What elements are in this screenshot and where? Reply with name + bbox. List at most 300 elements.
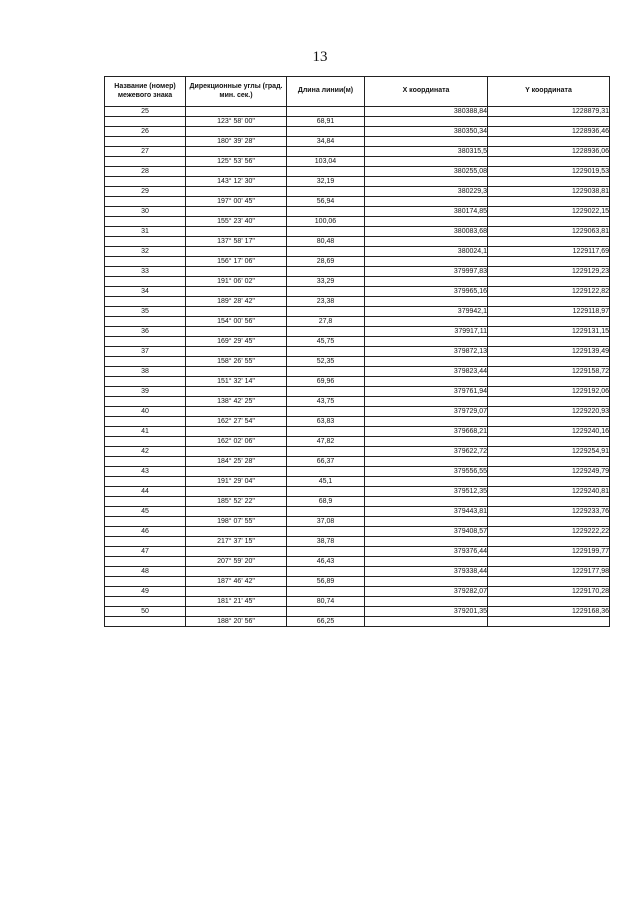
segment-row bbox=[105, 497, 610, 507]
empty-cell bbox=[488, 137, 610, 147]
direction-angle: 181° 21' 45" bbox=[186, 597, 287, 607]
empty-cell bbox=[488, 157, 610, 167]
empty-cell bbox=[186, 207, 287, 217]
empty-cell bbox=[488, 117, 610, 127]
direction-angle: 189° 28' 42" bbox=[186, 297, 287, 307]
point-name: 27 bbox=[105, 147, 186, 157]
line-length: 46,43 bbox=[287, 557, 365, 567]
header-x: Х координата bbox=[365, 77, 488, 107]
segment-row bbox=[105, 397, 610, 407]
point-name: 39 bbox=[105, 387, 186, 397]
empty-cell bbox=[488, 217, 610, 227]
empty-cell bbox=[365, 117, 488, 127]
y-coordinate: 1229240,81 bbox=[488, 487, 610, 497]
point-name: 29 bbox=[105, 187, 186, 197]
x-coordinate: 379338,44 bbox=[365, 567, 488, 577]
empty-cell bbox=[186, 447, 287, 457]
direction-angle: 169° 29' 45" bbox=[186, 337, 287, 347]
empty-cell bbox=[186, 127, 287, 137]
x-coordinate: 379965,16 bbox=[365, 287, 488, 297]
empty-cell bbox=[186, 347, 287, 357]
segment-row bbox=[105, 217, 610, 227]
x-coordinate: 379997,83 bbox=[365, 267, 488, 277]
empty-cell bbox=[105, 497, 186, 507]
segment-row bbox=[105, 337, 610, 347]
empty-cell bbox=[186, 247, 287, 257]
x-coordinate: 380315,5 bbox=[365, 147, 488, 157]
empty-cell bbox=[488, 297, 610, 307]
point-row bbox=[105, 187, 610, 197]
empty-cell bbox=[105, 297, 186, 307]
x-coordinate: 379729,07 bbox=[365, 407, 488, 417]
point-row bbox=[105, 487, 610, 497]
header-angles: Дирекционные углы (град. мин. сек.) bbox=[186, 77, 287, 107]
empty-cell bbox=[105, 257, 186, 267]
direction-angle: 155° 23' 40" bbox=[186, 217, 287, 227]
x-coordinate: 379512,35 bbox=[365, 487, 488, 497]
header-y: Y координата bbox=[488, 77, 610, 107]
point-row bbox=[105, 467, 610, 477]
direction-angle: 191° 06' 02" bbox=[186, 277, 287, 287]
empty-cell bbox=[287, 467, 365, 477]
empty-cell bbox=[105, 477, 186, 487]
segment-row bbox=[105, 317, 610, 327]
empty-cell bbox=[186, 387, 287, 397]
empty-cell bbox=[287, 247, 365, 257]
empty-cell bbox=[287, 287, 365, 297]
y-coordinate: 1229168,36 bbox=[488, 607, 610, 617]
point-name: 31 bbox=[105, 227, 186, 237]
empty-cell bbox=[186, 567, 287, 577]
empty-cell bbox=[287, 167, 365, 177]
segment-row bbox=[105, 417, 610, 427]
empty-cell bbox=[365, 297, 488, 307]
empty-cell bbox=[186, 607, 287, 617]
empty-cell bbox=[488, 497, 610, 507]
empty-cell bbox=[488, 617, 610, 627]
empty-cell bbox=[488, 197, 610, 207]
empty-cell bbox=[287, 487, 365, 497]
y-coordinate: 1229022,15 bbox=[488, 207, 610, 217]
point-name: 33 bbox=[105, 267, 186, 277]
empty-cell bbox=[105, 417, 186, 427]
empty-cell bbox=[488, 517, 610, 527]
point-name: 40 bbox=[105, 407, 186, 417]
point-name: 48 bbox=[105, 567, 186, 577]
segment-row bbox=[105, 597, 610, 607]
empty-cell bbox=[365, 337, 488, 347]
segment-row bbox=[105, 117, 610, 127]
x-coordinate: 380350,34 bbox=[365, 127, 488, 137]
empty-cell bbox=[105, 457, 186, 467]
line-length: 32,19 bbox=[287, 177, 365, 187]
x-coordinate: 380083,68 bbox=[365, 227, 488, 237]
empty-cell bbox=[365, 397, 488, 407]
empty-cell bbox=[488, 177, 610, 187]
x-coordinate: 379872,13 bbox=[365, 347, 488, 357]
empty-cell bbox=[287, 307, 365, 317]
point-name: 43 bbox=[105, 467, 186, 477]
empty-cell bbox=[287, 267, 365, 277]
point-name: 30 bbox=[105, 207, 186, 217]
point-row bbox=[105, 167, 610, 177]
empty-cell bbox=[488, 437, 610, 447]
point-name: 49 bbox=[105, 587, 186, 597]
point-name: 36 bbox=[105, 327, 186, 337]
point-row bbox=[105, 507, 610, 517]
x-coordinate: 379761,94 bbox=[365, 387, 488, 397]
direction-angle: 207° 59' 20" bbox=[186, 557, 287, 567]
empty-cell bbox=[365, 577, 488, 587]
point-row bbox=[105, 247, 610, 257]
empty-cell bbox=[287, 407, 365, 417]
segment-row bbox=[105, 277, 610, 287]
x-coordinate: 380255,08 bbox=[365, 167, 488, 177]
empty-cell bbox=[365, 197, 488, 207]
x-coordinate: 380229,3 bbox=[365, 187, 488, 197]
empty-cell bbox=[105, 177, 186, 187]
empty-cell bbox=[488, 577, 610, 587]
line-length: 23,38 bbox=[287, 297, 365, 307]
empty-cell bbox=[287, 367, 365, 377]
empty-cell bbox=[365, 377, 488, 387]
point-name: 28 bbox=[105, 167, 186, 177]
y-coordinate: 1228879,31 bbox=[488, 107, 610, 117]
segment-row bbox=[105, 257, 610, 267]
empty-cell bbox=[488, 457, 610, 467]
point-row bbox=[105, 347, 610, 357]
y-coordinate: 1229177,98 bbox=[488, 567, 610, 577]
empty-cell bbox=[287, 187, 365, 197]
y-coordinate: 1229233,76 bbox=[488, 507, 610, 517]
direction-angle: 137° 58' 17" bbox=[186, 237, 287, 247]
empty-cell bbox=[365, 597, 488, 607]
empty-cell bbox=[105, 597, 186, 607]
x-coordinate: 380174,85 bbox=[365, 207, 488, 217]
point-name: 25 bbox=[105, 107, 186, 117]
empty-cell bbox=[287, 567, 365, 577]
empty-cell bbox=[186, 327, 287, 337]
header-name: Название (номер) межевого знака bbox=[105, 77, 186, 107]
x-coordinate: 379282,07 bbox=[365, 587, 488, 597]
point-row bbox=[105, 387, 610, 397]
empty-cell bbox=[287, 327, 365, 337]
boundary-coordinates-table bbox=[104, 76, 610, 627]
table-body bbox=[105, 107, 610, 627]
empty-cell bbox=[186, 427, 287, 437]
direction-angle: 191° 29' 04" bbox=[186, 477, 287, 487]
line-length: 52,35 bbox=[287, 357, 365, 367]
empty-cell bbox=[105, 277, 186, 287]
point-name: 45 bbox=[105, 507, 186, 517]
line-length: 43,75 bbox=[287, 397, 365, 407]
direction-angle: 143° 12' 30" bbox=[186, 177, 287, 187]
point-row bbox=[105, 587, 610, 597]
segment-row bbox=[105, 557, 610, 567]
line-length: 28,69 bbox=[287, 257, 365, 267]
empty-cell bbox=[488, 377, 610, 387]
segment-row bbox=[105, 157, 610, 167]
line-length: 66,25 bbox=[287, 617, 365, 627]
point-name: 50 bbox=[105, 607, 186, 617]
empty-cell bbox=[105, 157, 186, 167]
y-coordinate: 1229220,93 bbox=[488, 407, 610, 417]
empty-cell bbox=[105, 217, 186, 227]
x-coordinate: 379622,72 bbox=[365, 447, 488, 457]
line-length: 100,06 bbox=[287, 217, 365, 227]
empty-cell bbox=[105, 377, 186, 387]
empty-cell bbox=[186, 287, 287, 297]
line-length: 103,04 bbox=[287, 157, 365, 167]
empty-cell bbox=[287, 227, 365, 237]
segment-row bbox=[105, 197, 610, 207]
empty-cell bbox=[287, 447, 365, 457]
empty-cell bbox=[488, 417, 610, 427]
empty-cell bbox=[488, 397, 610, 407]
empty-cell bbox=[287, 147, 365, 157]
empty-cell bbox=[186, 147, 287, 157]
empty-cell bbox=[186, 407, 287, 417]
x-coordinate: 379376,44 bbox=[365, 547, 488, 557]
line-length: 63,83 bbox=[287, 417, 365, 427]
empty-cell bbox=[365, 417, 488, 427]
empty-cell bbox=[365, 477, 488, 487]
empty-cell bbox=[488, 257, 610, 267]
y-coordinate: 1229192,06 bbox=[488, 387, 610, 397]
direction-angle: 198° 07' 55" bbox=[186, 517, 287, 527]
empty-cell bbox=[365, 517, 488, 527]
direction-angle: 188° 20' 56" bbox=[186, 617, 287, 627]
empty-cell bbox=[186, 487, 287, 497]
segment-row bbox=[105, 437, 610, 447]
line-length: 38,78 bbox=[287, 537, 365, 547]
empty-cell bbox=[287, 587, 365, 597]
line-length: 33,29 bbox=[287, 277, 365, 287]
empty-cell bbox=[287, 547, 365, 557]
empty-cell bbox=[186, 267, 287, 277]
empty-cell bbox=[365, 557, 488, 567]
empty-cell bbox=[287, 427, 365, 437]
empty-cell bbox=[365, 217, 488, 227]
line-length: 45,1 bbox=[287, 477, 365, 487]
point-name: 35 bbox=[105, 307, 186, 317]
x-coordinate: 379201,35 bbox=[365, 607, 488, 617]
empty-cell bbox=[186, 187, 287, 197]
point-name: 38 bbox=[105, 367, 186, 377]
line-length: 80,48 bbox=[287, 237, 365, 247]
y-coordinate: 1229118,97 bbox=[488, 307, 610, 317]
direction-angle: 156° 17' 06" bbox=[186, 257, 287, 267]
empty-cell bbox=[287, 107, 365, 117]
empty-cell bbox=[105, 197, 186, 207]
line-length: 56,89 bbox=[287, 577, 365, 587]
y-coordinate: 1229139,49 bbox=[488, 347, 610, 357]
line-length: 56,94 bbox=[287, 197, 365, 207]
x-coordinate: 379823,44 bbox=[365, 367, 488, 377]
point-row bbox=[105, 287, 610, 297]
line-length: 66,37 bbox=[287, 457, 365, 467]
empty-cell bbox=[365, 537, 488, 547]
point-name: 42 bbox=[105, 447, 186, 457]
point-row bbox=[105, 527, 610, 537]
y-coordinate: 1229240,16 bbox=[488, 427, 610, 437]
empty-cell bbox=[488, 317, 610, 327]
point-row bbox=[105, 147, 610, 157]
line-length: 27,8 bbox=[287, 317, 365, 327]
direction-angle: 138° 42' 25" bbox=[186, 397, 287, 407]
y-coordinate: 1228936,06 bbox=[488, 147, 610, 157]
x-coordinate: 379668,21 bbox=[365, 427, 488, 437]
segment-row bbox=[105, 617, 610, 627]
empty-cell bbox=[287, 527, 365, 537]
empty-cell bbox=[365, 497, 488, 507]
empty-cell bbox=[186, 367, 287, 377]
point-name: 34 bbox=[105, 287, 186, 297]
point-row bbox=[105, 447, 610, 457]
y-coordinate: 1229129,23 bbox=[488, 267, 610, 277]
x-coordinate: 379917,11 bbox=[365, 327, 488, 337]
empty-cell bbox=[105, 317, 186, 327]
point-name: 44 bbox=[105, 487, 186, 497]
y-coordinate: 1229131,15 bbox=[488, 327, 610, 337]
point-name: 37 bbox=[105, 347, 186, 357]
empty-cell bbox=[186, 467, 287, 477]
empty-cell bbox=[365, 277, 488, 287]
empty-cell bbox=[365, 257, 488, 267]
x-coordinate: 380024,1 bbox=[365, 247, 488, 257]
empty-cell bbox=[105, 397, 186, 407]
empty-cell bbox=[488, 477, 610, 487]
direction-angle: 154° 00' 56" bbox=[186, 317, 287, 327]
table-header-row bbox=[105, 77, 610, 107]
point-row bbox=[105, 327, 610, 337]
x-coordinate: 379942,1 bbox=[365, 307, 488, 317]
empty-cell bbox=[186, 547, 287, 557]
empty-cell bbox=[186, 507, 287, 517]
line-length: 69,96 bbox=[287, 377, 365, 387]
segment-row bbox=[105, 477, 610, 487]
line-length: 37,08 bbox=[287, 517, 365, 527]
line-length: 34,84 bbox=[287, 137, 365, 147]
direction-angle: 151° 32' 14" bbox=[186, 377, 287, 387]
segment-row bbox=[105, 537, 610, 547]
direction-angle: 197° 00' 45" bbox=[186, 197, 287, 207]
y-coordinate: 1229117,69 bbox=[488, 247, 610, 257]
segment-row bbox=[105, 577, 610, 587]
direction-angle: 217° 37' 15" bbox=[186, 537, 287, 547]
empty-cell bbox=[488, 277, 610, 287]
y-coordinate: 1229199,77 bbox=[488, 547, 610, 557]
empty-cell bbox=[186, 307, 287, 317]
empty-cell bbox=[287, 507, 365, 517]
empty-cell bbox=[105, 237, 186, 247]
empty-cell bbox=[287, 387, 365, 397]
empty-cell bbox=[105, 617, 186, 627]
y-coordinate: 1229222,22 bbox=[488, 527, 610, 537]
segment-row bbox=[105, 237, 610, 247]
empty-cell bbox=[105, 117, 186, 127]
empty-cell bbox=[365, 237, 488, 247]
empty-cell bbox=[186, 107, 287, 117]
point-row bbox=[105, 367, 610, 377]
direction-angle: 125° 53' 56" bbox=[186, 157, 287, 167]
point-name: 46 bbox=[105, 527, 186, 537]
direction-angle: 185° 52' 22" bbox=[186, 497, 287, 507]
point-name: 47 bbox=[105, 547, 186, 557]
segment-row bbox=[105, 137, 610, 147]
y-coordinate: 1228936,46 bbox=[488, 127, 610, 137]
point-row bbox=[105, 427, 610, 437]
empty-cell bbox=[186, 587, 287, 597]
empty-cell bbox=[105, 557, 186, 567]
empty-cell bbox=[105, 337, 186, 347]
direction-angle: 187° 46' 42" bbox=[186, 577, 287, 587]
line-length: 68,9 bbox=[287, 497, 365, 507]
x-coordinate: 379443,81 bbox=[365, 507, 488, 517]
empty-cell bbox=[365, 137, 488, 147]
segment-row bbox=[105, 457, 610, 467]
empty-cell bbox=[488, 237, 610, 247]
empty-cell bbox=[105, 577, 186, 587]
empty-cell bbox=[488, 537, 610, 547]
empty-cell bbox=[186, 167, 287, 177]
empty-cell bbox=[287, 207, 365, 217]
point-row bbox=[105, 407, 610, 417]
point-row bbox=[105, 107, 610, 117]
empty-cell bbox=[365, 317, 488, 327]
point-name: 32 bbox=[105, 247, 186, 257]
empty-cell bbox=[488, 337, 610, 347]
empty-cell bbox=[105, 537, 186, 547]
point-row bbox=[105, 547, 610, 557]
y-coordinate: 1229122,82 bbox=[488, 287, 610, 297]
page-number: 13 bbox=[312, 49, 328, 65]
point-row bbox=[105, 307, 610, 317]
y-coordinate: 1229249,79 bbox=[488, 467, 610, 477]
y-coordinate: 1229038,81 bbox=[488, 187, 610, 197]
y-coordinate: 1229158,72 bbox=[488, 367, 610, 377]
empty-cell bbox=[365, 457, 488, 467]
empty-cell bbox=[105, 137, 186, 147]
direction-angle: 123° 58' 00" bbox=[186, 117, 287, 127]
x-coordinate: 379408,57 bbox=[365, 527, 488, 537]
empty-cell bbox=[105, 517, 186, 527]
empty-cell bbox=[488, 357, 610, 367]
x-coordinate: 380388,84 bbox=[365, 107, 488, 117]
line-length: 47,82 bbox=[287, 437, 365, 447]
line-length: 68,91 bbox=[287, 117, 365, 127]
empty-cell bbox=[186, 527, 287, 537]
segment-row bbox=[105, 297, 610, 307]
line-length: 45,75 bbox=[287, 337, 365, 347]
header-length: Длина линии(м) bbox=[287, 77, 365, 107]
empty-cell bbox=[365, 357, 488, 367]
point-row bbox=[105, 267, 610, 277]
y-coordinate: 1229063,81 bbox=[488, 227, 610, 237]
point-name: 41 bbox=[105, 427, 186, 437]
direction-angle: 180° 39' 28" bbox=[186, 137, 287, 147]
empty-cell bbox=[287, 127, 365, 137]
empty-cell bbox=[287, 607, 365, 617]
y-coordinate: 1229170,28 bbox=[488, 587, 610, 597]
empty-cell bbox=[186, 227, 287, 237]
empty-cell bbox=[365, 157, 488, 167]
direction-angle: 162° 27' 54" bbox=[186, 417, 287, 427]
segment-row bbox=[105, 177, 610, 187]
empty-cell bbox=[488, 597, 610, 607]
empty-cell bbox=[105, 437, 186, 447]
empty-cell bbox=[365, 617, 488, 627]
